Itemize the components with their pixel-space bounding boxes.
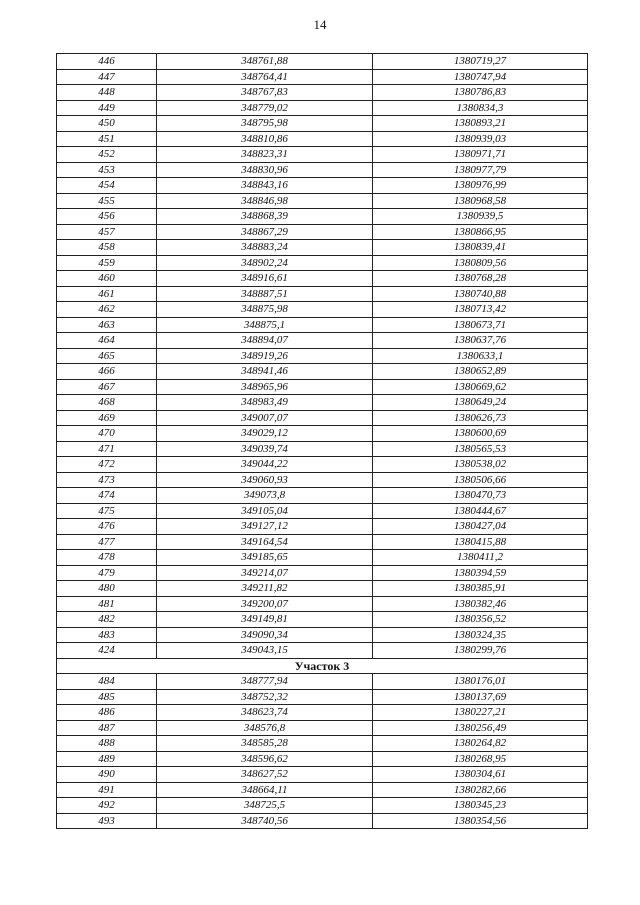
point-number-cell: 482 (57, 612, 157, 628)
table-row (57, 100, 588, 116)
x-coordinate-cell: 349073,8 (157, 488, 373, 504)
y-coordinate-cell: 1380268,95 (373, 751, 588, 767)
y-coordinate-cell: 1380356,52 (373, 612, 588, 628)
table-row (57, 85, 588, 101)
x-coordinate-cell: 349185,65 (157, 550, 373, 566)
table-row (57, 457, 588, 473)
y-coordinate-cell: 1380506,66 (373, 472, 588, 488)
y-coordinate-cell: 1380747,94 (373, 69, 588, 85)
x-coordinate-cell: 348902,24 (157, 255, 373, 271)
point-number-cell: 470 (57, 426, 157, 442)
point-number-cell: 447 (57, 69, 157, 85)
y-coordinate-cell: 1380893,21 (373, 116, 588, 132)
point-number-cell: 461 (57, 286, 157, 302)
section-title: Участок 3 (57, 658, 588, 674)
table-row (57, 271, 588, 287)
point-number-cell: 460 (57, 271, 157, 287)
table-row (57, 519, 588, 535)
x-coordinate-cell: 348585,28 (157, 736, 373, 752)
table-row (57, 224, 588, 240)
point-number-cell: 450 (57, 116, 157, 132)
x-coordinate-cell: 348919,26 (157, 348, 373, 364)
point-number-cell: 451 (57, 131, 157, 147)
point-number-cell: 449 (57, 100, 157, 116)
x-coordinate-cell: 348887,51 (157, 286, 373, 302)
point-number-cell: 462 (57, 302, 157, 318)
table-row (57, 116, 588, 132)
x-coordinate-cell: 348965,96 (157, 379, 373, 395)
x-coordinate-cell: 349214,07 (157, 565, 373, 581)
y-coordinate-cell: 1380227,21 (373, 705, 588, 721)
x-coordinate-cell: 349127,12 (157, 519, 373, 535)
y-coordinate-cell: 1380633,1 (373, 348, 588, 364)
x-coordinate-cell: 348846,98 (157, 193, 373, 209)
x-coordinate-cell: 349039,74 (157, 441, 373, 457)
x-coordinate-cell: 349029,12 (157, 426, 373, 442)
table-row (57, 565, 588, 581)
table-row (57, 147, 588, 163)
x-coordinate-cell: 348761,88 (157, 54, 373, 70)
y-coordinate-cell: 1380809,56 (373, 255, 588, 271)
point-number-cell: 464 (57, 333, 157, 349)
y-coordinate-cell: 1380977,79 (373, 162, 588, 178)
table-row (57, 720, 588, 736)
point-number-cell: 481 (57, 596, 157, 612)
y-coordinate-cell: 1380394,59 (373, 565, 588, 581)
point-number-cell: 455 (57, 193, 157, 209)
y-coordinate-cell: 1380282,66 (373, 782, 588, 798)
x-coordinate-cell: 349200,07 (157, 596, 373, 612)
x-coordinate-cell: 348795,98 (157, 116, 373, 132)
x-coordinate-cell: 348983,49 (157, 395, 373, 411)
table-row (57, 54, 588, 70)
x-coordinate-cell: 348916,61 (157, 271, 373, 287)
table-row (57, 193, 588, 209)
point-number-cell: 485 (57, 689, 157, 705)
table-row (57, 333, 588, 349)
table-row (57, 643, 588, 659)
table-row (57, 782, 588, 798)
table-row (57, 209, 588, 225)
table-row (57, 131, 588, 147)
y-coordinate-cell: 1380385,91 (373, 581, 588, 597)
table-row (57, 364, 588, 380)
table-row (57, 162, 588, 178)
x-coordinate-cell: 349105,04 (157, 503, 373, 519)
point-number-cell: 490 (57, 767, 157, 783)
point-number-cell: 454 (57, 178, 157, 194)
table-row (57, 736, 588, 752)
point-number-cell: 484 (57, 674, 157, 690)
x-coordinate-cell: 348725,5 (157, 798, 373, 814)
y-coordinate-cell: 1380427,04 (373, 519, 588, 535)
table-row (57, 534, 588, 550)
x-coordinate-cell: 349007,07 (157, 410, 373, 426)
point-number-cell: 458 (57, 240, 157, 256)
table-row (57, 395, 588, 411)
y-coordinate-cell: 1380382,46 (373, 596, 588, 612)
y-coordinate-cell: 1380866,95 (373, 224, 588, 240)
y-coordinate-cell: 1380256,49 (373, 720, 588, 736)
x-coordinate-cell: 348764,41 (157, 69, 373, 85)
y-coordinate-cell: 1380768,28 (373, 271, 588, 287)
x-coordinate-cell: 348627,52 (157, 767, 373, 783)
point-number-cell: 452 (57, 147, 157, 163)
table-row (57, 302, 588, 318)
point-number-cell: 477 (57, 534, 157, 550)
page-number: 14 (313, 17, 327, 32)
x-coordinate-cell: 348875,98 (157, 302, 373, 318)
x-coordinate-cell: 348664,11 (157, 782, 373, 798)
y-coordinate-cell: 1380324,35 (373, 627, 588, 643)
table-row (57, 286, 588, 302)
point-number-cell: 424 (57, 643, 157, 659)
table-row (57, 379, 588, 395)
y-coordinate-cell: 1380649,24 (373, 395, 588, 411)
x-coordinate-cell: 348779,02 (157, 100, 373, 116)
point-number-cell: 469 (57, 410, 157, 426)
point-number-cell: 446 (57, 54, 157, 70)
table-row (57, 410, 588, 426)
table-row (57, 178, 588, 194)
point-number-cell: 487 (57, 720, 157, 736)
point-number-cell: 479 (57, 565, 157, 581)
table-row (57, 348, 588, 364)
y-coordinate-cell: 1380264,82 (373, 736, 588, 752)
y-coordinate-cell: 1380786,83 (373, 85, 588, 101)
table-row (57, 488, 588, 504)
point-number-cell: 493 (57, 813, 157, 829)
y-coordinate-cell: 1380713,42 (373, 302, 588, 318)
table-row (57, 627, 588, 643)
y-coordinate-cell: 1380176,01 (373, 674, 588, 690)
y-coordinate-cell: 1380968,58 (373, 193, 588, 209)
x-coordinate-cell: 349043,15 (157, 643, 373, 659)
y-coordinate-cell: 1380971,71 (373, 147, 588, 163)
x-coordinate-cell: 348576,8 (157, 720, 373, 736)
section-row (57, 658, 588, 674)
y-coordinate-cell: 1380354,56 (373, 813, 588, 829)
x-coordinate-cell: 348894,07 (157, 333, 373, 349)
table-row (57, 581, 588, 597)
y-coordinate-cell: 1380565,53 (373, 441, 588, 457)
table-row (57, 751, 588, 767)
y-coordinate-cell: 1380444,67 (373, 503, 588, 519)
point-number-cell: 476 (57, 519, 157, 535)
point-number-cell: 468 (57, 395, 157, 411)
coordinates-table-body (57, 54, 588, 829)
y-coordinate-cell: 1380470,73 (373, 488, 588, 504)
x-coordinate-cell: 349149,81 (157, 612, 373, 628)
point-number-cell: 489 (57, 751, 157, 767)
y-coordinate-cell: 1380839,41 (373, 240, 588, 256)
x-coordinate-cell: 348941,46 (157, 364, 373, 380)
table-row (57, 69, 588, 85)
x-coordinate-cell: 348867,29 (157, 224, 373, 240)
point-number-cell: 475 (57, 503, 157, 519)
y-coordinate-cell: 1380600,69 (373, 426, 588, 442)
x-coordinate-cell: 348767,83 (157, 85, 373, 101)
point-number-cell: 488 (57, 736, 157, 752)
x-coordinate-cell: 348843,16 (157, 178, 373, 194)
table-row (57, 426, 588, 442)
table-row (57, 612, 588, 628)
point-number-cell: 474 (57, 488, 157, 504)
point-number-cell: 457 (57, 224, 157, 240)
y-coordinate-cell: 1380673,71 (373, 317, 588, 333)
x-coordinate-cell: 348752,32 (157, 689, 373, 705)
coordinates-table (56, 53, 588, 829)
x-coordinate-cell: 348875,1 (157, 317, 373, 333)
table-row (57, 317, 588, 333)
table-row (57, 472, 588, 488)
point-number-cell: 456 (57, 209, 157, 225)
point-number-cell: 467 (57, 379, 157, 395)
table-row (57, 798, 588, 814)
y-coordinate-cell: 1380538,02 (373, 457, 588, 473)
y-coordinate-cell: 1380834,3 (373, 100, 588, 116)
y-coordinate-cell: 1380626,73 (373, 410, 588, 426)
y-coordinate-cell: 1380345,23 (373, 798, 588, 814)
y-coordinate-cell: 1380415,88 (373, 534, 588, 550)
table-row (57, 674, 588, 690)
point-number-cell: 459 (57, 255, 157, 271)
y-coordinate-cell: 1380719,27 (373, 54, 588, 70)
table-row (57, 550, 588, 566)
x-coordinate-cell: 348777,94 (157, 674, 373, 690)
y-coordinate-cell: 1380939,03 (373, 131, 588, 147)
x-coordinate-cell: 348823,31 (157, 147, 373, 163)
x-coordinate-cell: 349090,34 (157, 627, 373, 643)
table-row (57, 689, 588, 705)
table-row (57, 767, 588, 783)
y-coordinate-cell: 1380299,76 (373, 643, 588, 659)
y-coordinate-cell: 1380411,2 (373, 550, 588, 566)
point-number-cell: 473 (57, 472, 157, 488)
point-number-cell: 463 (57, 317, 157, 333)
point-number-cell: 466 (57, 364, 157, 380)
y-coordinate-cell: 1380740,88 (373, 286, 588, 302)
x-coordinate-cell: 349164,54 (157, 534, 373, 550)
table-row (57, 255, 588, 271)
y-coordinate-cell: 1380652,89 (373, 364, 588, 380)
point-number-cell: 486 (57, 705, 157, 721)
y-coordinate-cell: 1380976,99 (373, 178, 588, 194)
point-number-cell: 465 (57, 348, 157, 364)
point-number-cell: 472 (57, 457, 157, 473)
x-coordinate-cell: 348883,24 (157, 240, 373, 256)
table-row (57, 813, 588, 829)
point-number-cell: 491 (57, 782, 157, 798)
point-number-cell: 478 (57, 550, 157, 566)
x-coordinate-cell: 348596,62 (157, 751, 373, 767)
y-coordinate-cell: 1380637,76 (373, 333, 588, 349)
x-coordinate-cell: 348623,74 (157, 705, 373, 721)
point-number-cell: 480 (57, 581, 157, 597)
y-coordinate-cell: 1380669,62 (373, 379, 588, 395)
table-row (57, 240, 588, 256)
x-coordinate-cell: 348740,56 (157, 813, 373, 829)
x-coordinate-cell: 348868,39 (157, 209, 373, 225)
point-number-cell: 471 (57, 441, 157, 457)
x-coordinate-cell: 349060,93 (157, 472, 373, 488)
point-number-cell: 492 (57, 798, 157, 814)
table-row (57, 503, 588, 519)
table-row (57, 705, 588, 721)
table-row (57, 596, 588, 612)
point-number-cell: 453 (57, 162, 157, 178)
y-coordinate-cell: 1380939,5 (373, 209, 588, 225)
y-coordinate-cell: 1380137,69 (373, 689, 588, 705)
y-coordinate-cell: 1380304,61 (373, 767, 588, 783)
table-row (57, 441, 588, 457)
x-coordinate-cell: 349044,22 (157, 457, 373, 473)
point-number-cell: 448 (57, 85, 157, 101)
x-coordinate-cell: 348830,96 (157, 162, 373, 178)
point-number-cell: 483 (57, 627, 157, 643)
x-coordinate-cell: 348810,86 (157, 131, 373, 147)
x-coordinate-cell: 349211,82 (157, 581, 373, 597)
